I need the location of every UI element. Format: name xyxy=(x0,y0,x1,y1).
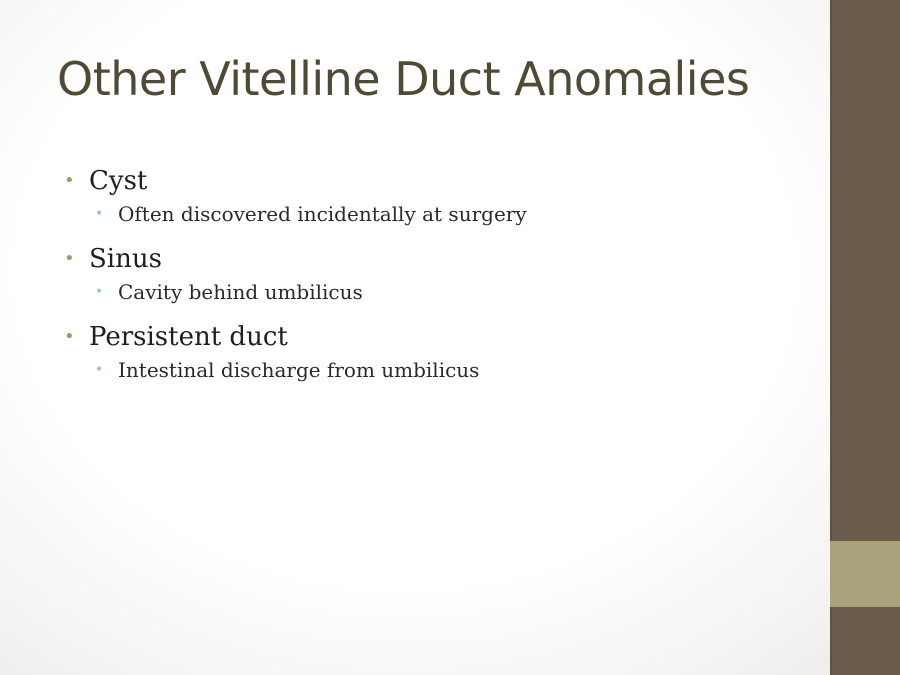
bullet-text: Sinus xyxy=(89,244,162,274)
bullet-marker: • xyxy=(64,248,75,269)
slide-body xyxy=(64,166,804,400)
sub-bullet-text: Often discovered incidentally at surgery xyxy=(118,202,527,226)
sub-bullet-marker: • xyxy=(95,284,104,300)
bullet-item xyxy=(64,244,804,280)
sub-bullet-text: Cavity behind umbilicus xyxy=(118,280,363,304)
sub-bullet-marker: • xyxy=(95,206,104,222)
sub-bullet-marker: • xyxy=(95,362,104,378)
sub-bullet-item xyxy=(64,358,804,400)
bullet-item xyxy=(64,166,804,202)
sidebar-accent-block xyxy=(830,541,900,607)
bullet-item xyxy=(64,322,804,358)
bullet-marker: • xyxy=(64,326,75,347)
decorative-sidebar xyxy=(830,0,900,675)
sub-bullet-item xyxy=(64,280,804,322)
bullet-marker: • xyxy=(64,170,75,191)
bullet-text: Cyst xyxy=(89,166,148,196)
bullet-text: Persistent duct xyxy=(89,322,288,352)
sub-bullet-text: Intestinal discharge from umbilicus xyxy=(118,358,480,382)
sub-bullet-item xyxy=(64,202,804,244)
slide-title: Other Vitelline Duct Anomalies xyxy=(57,52,750,106)
